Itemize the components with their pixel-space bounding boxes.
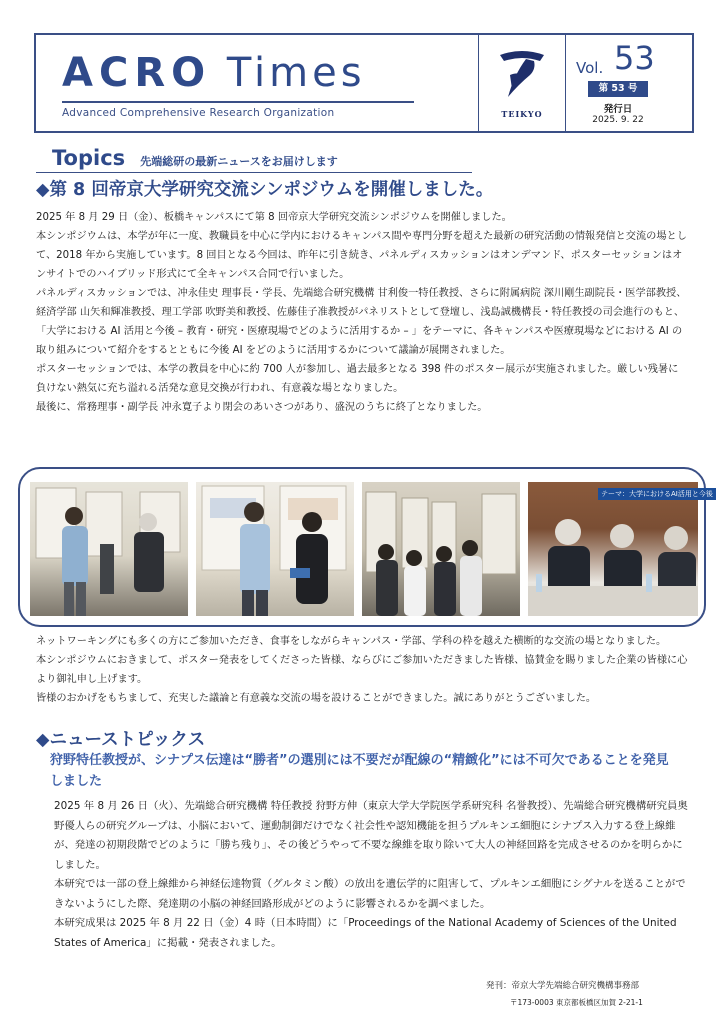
topics-header xyxy=(52,146,338,170)
photo-people-illustration xyxy=(30,482,188,616)
issue-date-label: 発行日 xyxy=(603,104,633,115)
masthead-title xyxy=(62,47,366,99)
topics-subtitle: 先端総研の最新ニュースをお届けします xyxy=(140,155,338,168)
vol-number: 53 xyxy=(614,39,655,77)
photo-people-illustration xyxy=(196,482,354,616)
photo-people-illustration xyxy=(362,482,520,616)
logo-text: TEIKYO xyxy=(501,109,543,119)
article2-paragraph: 2025 年 8 月 26 日（火）、先端総合研究機構 特任教授 狩野方伸（東京大学大学院医学系研究科 名誉教授）、先端総合研究機構研究員奥野優人らの研究グループは、小脳において、運動制御だけでなく社会性や認知機能を担うプルキンエ細胞にシナプス入力する登上線維が、発達の初期段階でどのように「勝ち残り」、その後どうやって不要な線維を取り除いて大人の神経回路を完成させるのかを明らかにしました。 xyxy=(54,800,688,871)
article1-closing xyxy=(36,632,688,708)
masthead-subtitle: Advanced Comprehensive Research Organization xyxy=(62,107,335,119)
topics-divider xyxy=(36,172,472,173)
article1-paragraph: 本シンポジウムは、本学が年に一度、教職員を中心に学内におけるキャンパス間や専門分野を超えた最新の研究活動の情報発信と交流の場として、2018 年から実施しています。8 回目となる今回は、昨年に引き続き、パネルディスカッションはオンデマンド、ポスターセッションはオンサイトでのハイブリッド形式にて全キャンパス合同で行いました。 xyxy=(36,231,687,280)
photo-poster-presenters xyxy=(196,482,354,616)
photo-caption: テーマ：大学におけるAI活用と今後 xyxy=(598,488,716,500)
footer-publisher: 発刊：帝京大学先端総合研究機構事務部 xyxy=(486,981,640,991)
article2-paragraph: 本研究成果は 2025 年 8 月 22 日（金）4 時（日本時間）に「Proceedings of the National Academy of Sciences of the United States of America」に掲載・発表されました。 xyxy=(54,917,677,949)
article1-paragraph: パネルディスカッションでは、冲永佳史 理事長・学長、先端総合研究機構 甘利俊一特任教授、さらに附属病院 深川剛生副院長・医学部教授、経済学部 山矢和輝准教授、理工学部 吹野美和教授、佐藤佳子准教授がパネリストとして登壇し、浅島誠機構長・特任教授の司会進行のもと、「大学における AI 活用と今後 – 教育・研究・医療現場でどのように活用するか – 」をテーマに、各キャンパスや医療現場などにおける AI の取り組みについて紹介をするとともに今後 AI をどのように活用するかについて議論が展開されました。 xyxy=(36,288,687,356)
article2-body xyxy=(54,797,690,953)
issue-date: 2025. 9. 22 xyxy=(592,115,644,125)
article1-closing-paragraph: ネットワーキングにも多くの方にご参加いただき、食事をしながらキャンパス・学部、学科の枠を越えた横断的な交流の場となりました。 xyxy=(36,636,667,647)
masthead-title-light: Times xyxy=(226,50,366,96)
issue-info xyxy=(568,35,692,131)
article1-paragraph: 2025 年 8 月 29 日（金）、板橋キャンパスにて第 8 回帝京大学研究交流シンポジウムを開催しました。 xyxy=(36,212,512,223)
article1-closing-paragraph: 皆様のおかげをもちまして、充実した議論と有意義な交流の場を設けることができました。誠にありがとうございました。 xyxy=(36,693,597,704)
masthead xyxy=(34,33,694,133)
masthead-title-bold: ACRO xyxy=(62,50,212,96)
photo-poster-session-1 xyxy=(30,482,188,616)
vol-label: Vol. xyxy=(576,59,604,77)
teikyo-emblem-icon xyxy=(496,45,548,105)
photo-panel-discussion xyxy=(528,482,713,616)
article2-heading: ◆ニューストピックス xyxy=(36,730,206,750)
article1-closing-paragraph: 本シンポジウムにおきまして、ポスター発表をしてくださった皆様、ならびにご参加いただきました皆様、協賛金を賜りました企業の皆様に心より御礼申し上げます。 xyxy=(36,655,688,685)
topics-title: Topics xyxy=(52,146,126,170)
issue-badge: 第 53 号 xyxy=(588,81,648,97)
article1-paragraph: 最後に、常務理事・副学長 冲永寛子より閉会のあいさつがあり、盛況のうちに終了となりました。 xyxy=(36,402,488,413)
article1-heading: ◆第 8 回帝京大学研究交流シンポジウムを開催しました。 xyxy=(36,180,494,200)
footer-address: 〒173-0003 東京都板橋区加賀 2-21-1 xyxy=(510,998,643,1007)
photo-people-illustration xyxy=(528,482,698,616)
news-title: 狩野特任教授が、シナプス伝達は“勝者”の選別には不要だが配線の“精緻化”には不可欠であることを発見しました xyxy=(50,753,669,789)
photo-poster-hall xyxy=(362,482,520,616)
masthead-divider xyxy=(62,101,414,103)
article1-paragraph: ポスターセッションでは、本学の教員を中心に約 700 人が参加し、過去最多となる 398 件のポスター展示が実施されました。厳しい残暑に負けない熱気に充ち溢れる活発な意見交換が行われ、有意義な場となりました。 xyxy=(36,364,679,394)
article2-paragraph: 本研究では一部の登上線維から神経伝達物質（グルタミン酸）の放出を遺伝学的に阻害して、プルキンエ細胞にシグナルを送ることができないようにした際、発達期の小脳の神経回路形成がどのように影響されるかを調べました。 xyxy=(54,878,686,910)
article1-body xyxy=(36,208,688,417)
teikyo-logo xyxy=(478,35,566,131)
